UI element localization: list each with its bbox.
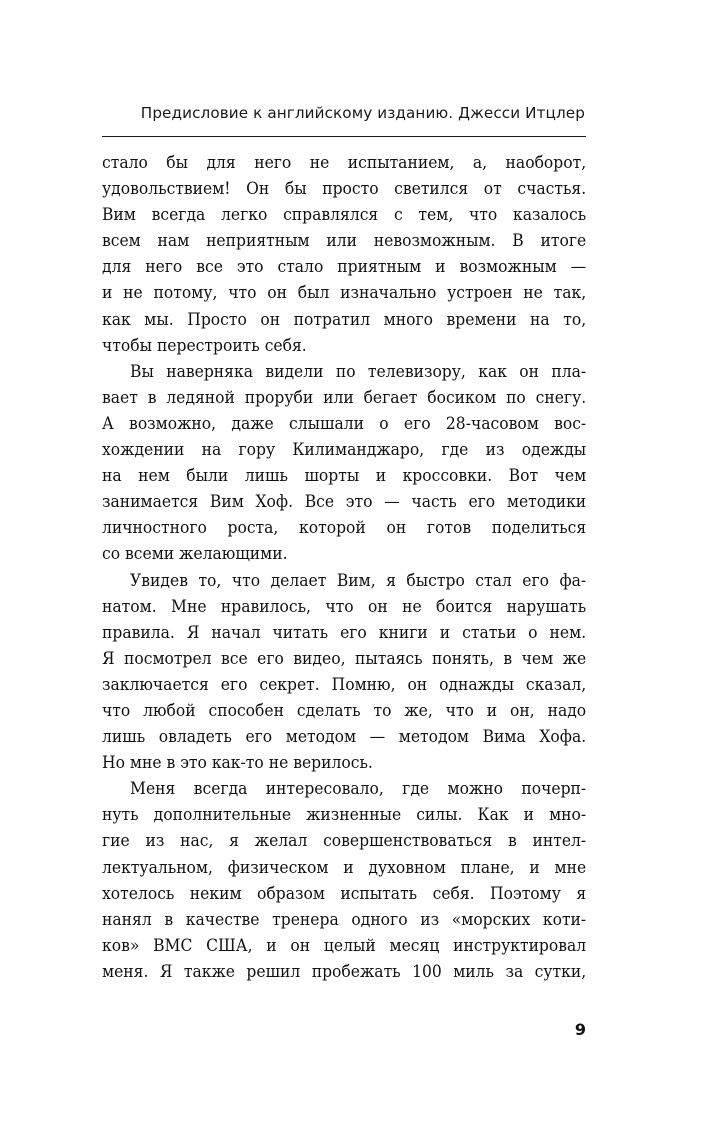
- header-rule: [102, 136, 586, 137]
- text-line: нуть дополнительные жизненные силы. Как и мно-: [102, 805, 587, 826]
- text-line: для него все это стало приятным и возможным —: [102, 257, 587, 278]
- paragraph: [102, 776, 586, 985]
- text-line: занимается Вим Хоф. Все это — часть его методики: [102, 492, 587, 513]
- text-line: хождении на гору Килиманджаро, где из одежды: [102, 440, 587, 461]
- paragraph: [102, 359, 586, 568]
- text-line: со всеми желающими.: [102, 544, 288, 565]
- text-line: всем нам неприятным или невозможным. В итоге: [102, 231, 587, 252]
- text-line: гие из нас, я желал совершенствоваться в интел-: [102, 831, 587, 852]
- text-line: Меня всегда интересовало, где можно почерп-: [130, 779, 587, 800]
- text-line: что любой способен сделать то же, что и он, надо: [102, 700, 587, 721]
- text-line: А возможно, даже слышали о его 28-часовом вос-: [102, 413, 587, 434]
- text-line: Вы наверняка видели по телевизору, как он пла-: [130, 361, 587, 382]
- text-line: лишь овладеть его методом — методом Вима Хофа.: [102, 727, 587, 748]
- text-line: заключается его секрет. Помню, он однажды сказал,: [102, 674, 587, 695]
- text-line: правила. Я начал читать его книги и статьи о нем.: [102, 622, 587, 643]
- running-header: Предисловие к английскому изданию. Джесси Итцлер: [140, 104, 585, 122]
- text-line: вает в ледяной проруби или бегает босиком по снегу.: [102, 387, 587, 408]
- paragraph: [102, 568, 586, 777]
- text-line: удовольствием! Он бы просто светился от счастья.: [102, 179, 587, 200]
- text-line: ков» ВМС США, и он целый месяц инструктировал: [102, 935, 587, 956]
- text-line: нанял в качестве тренера одного из «морских коти-: [102, 909, 587, 930]
- paragraph: [102, 150, 586, 359]
- text-line: Вим всегда легко справлялся с тем, что казалось: [102, 205, 587, 226]
- text-line: личностного роста, которой он готов поделиться: [102, 518, 587, 539]
- text-line: хотелось неким образом испытать себя. Поэтому я: [102, 883, 587, 904]
- text-line: стало бы для него не испытанием, а, наоборот,: [102, 153, 587, 173]
- text-line: меня. Я также решил пробежать 100 миль за сутки,: [102, 961, 587, 982]
- body-text: [102, 150, 586, 985]
- text-line: как мы. Просто он потратил много времени на то,: [102, 309, 587, 330]
- text-line: Но мне в это как-то не верилось.: [102, 753, 373, 774]
- text-line: Увидев то, что делает Вим, я быстро стал его фа-: [130, 570, 587, 591]
- text-line: натом. Мне нравилось, что он не боится нарушать: [102, 596, 587, 617]
- text-line: и не потому, что он был изначально устроен не так,: [102, 283, 587, 304]
- text-line: на нем были лишь шорты и кроссовки. Вот чем: [102, 466, 587, 487]
- page-number: 9: [574, 1020, 586, 1039]
- text-line: чтобы перестроить себя.: [102, 335, 307, 356]
- text-line: лектуальном, физическом и духовном плане, и мне: [102, 857, 587, 878]
- text-line: Я посмотрел все его видео, пытаясь понять, в чем же: [102, 648, 587, 669]
